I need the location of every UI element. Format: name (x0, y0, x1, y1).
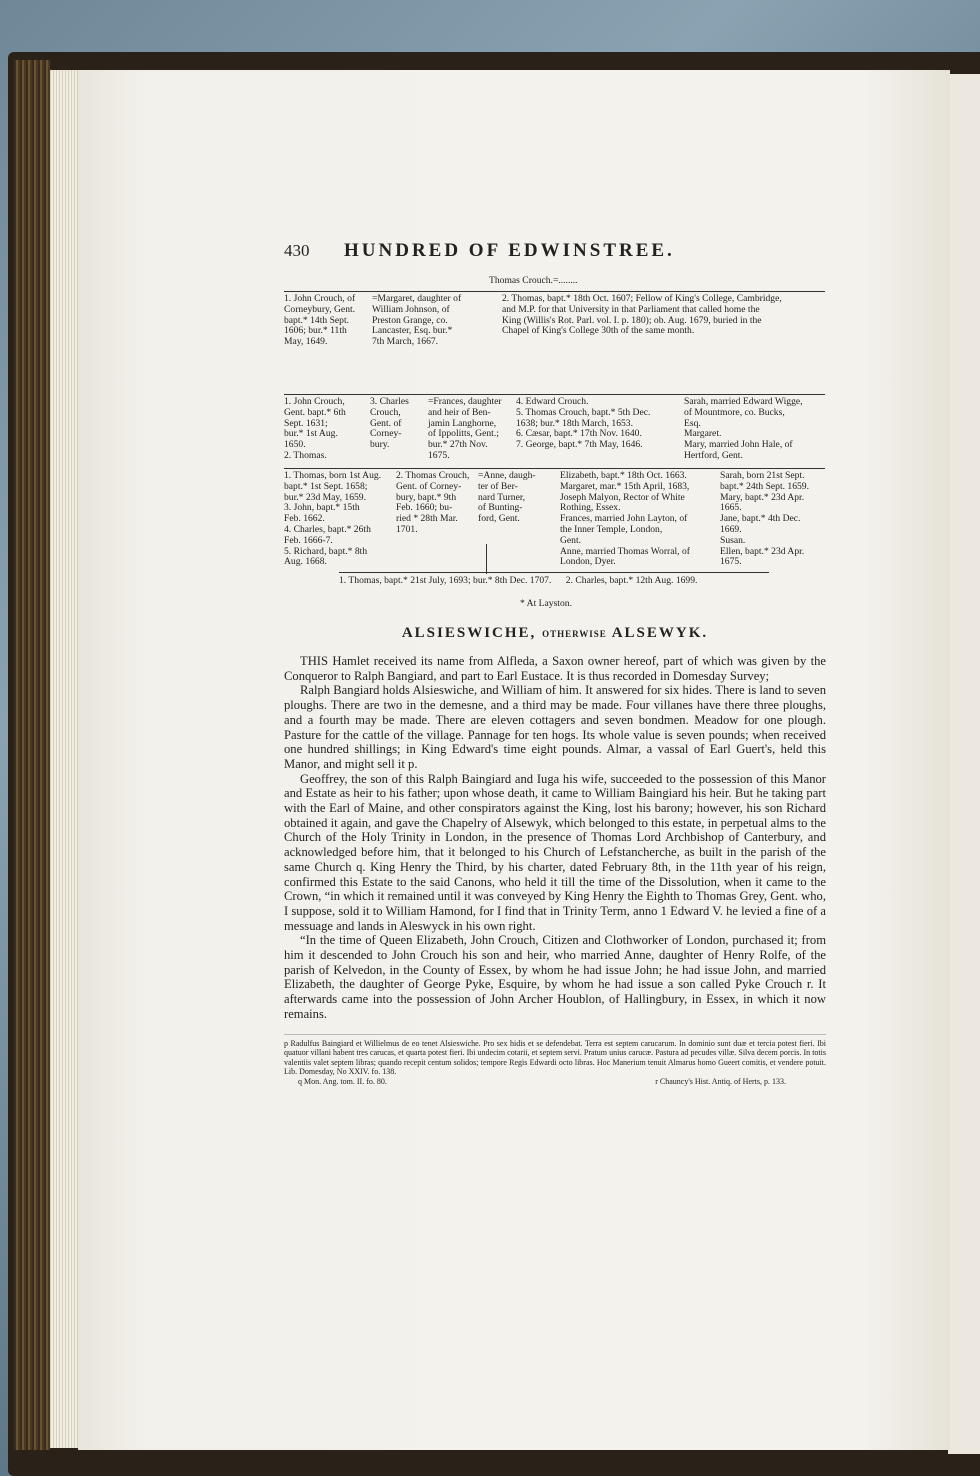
pedigree-g4: 1. Thomas, bapt.* 21st July, 1693; bur.* 8th Dec. 1707. 2. Charles, bapt.* 12th Aug. 1699. (339, 575, 698, 586)
page-content (284, 240, 826, 1087)
pedigree-g1-john: 1. John Crouch, of Corneybury, Gent. bapt.* 14th Sept. 1606; bur.* 11th May, 1649. (284, 293, 356, 348)
pedigree-g2-frances: =Frances, daughter and heir of Ben- jamin Langhorne, of Ippolitts, Gent.; bur.* 27th Nov. 1675. (428, 396, 502, 461)
pedigree-line (284, 394, 825, 395)
paragraph: Geoffrey, the son of this Ralph Baingiard and Iuga his wife, succeeded to the possession of this Manor and Estate as heir to his father; upon whose death, it came to William Baingiard his heir. But he taking part with the Earl of Maine, and other conspirators against the King, lost his barony; however, his son Richard obtained it again, and gave the Chapelry of Alsewyk, which belonged to this estate, in perpetual alms to the Church of the Holy Trinity in London, in the presence of Thomas Lord Archbishop of Canterbury, and acknowledged before him, that it belonged to his Church of Lefstancherche, as built in the parish of the same Church q. King Henry the Third, by his charter, dated February 8th, in the 11th year of his reign, confirmed this Estate to the said Canons, who held it till the time of the Dissolution, when it came to the Crown, “in which it remained until it was conveyed by King Henry the Eighth to Thomas Grey, Gent. who, I suppose, sold it to William Hamond, for I find that in Trinity Term, anno 1 Edward V. he levied a fine of a messuage and lands in Aleswyck in his own right. (284, 771, 826, 933)
pedigree-g3-thomas-crouch: 2. Thomas Crouch, Gent. of Corney- bury, bapt.* 9th Feb. 1660; bu- ried * 28th Mar. 1701. (396, 470, 470, 535)
section-title-otherwise: OTHERWISE (542, 629, 607, 639)
running-title: HUNDRED OF EDWINSTREE. (344, 240, 675, 261)
pedigree-g2-sisters: Sarah, married Edward Wigge, of Mountmore, co. Bucks, Esq. Margaret. Mary, married John Hale, of Hertford, Gent. (684, 396, 803, 461)
footnotes (284, 1034, 826, 1087)
section-title (284, 625, 826, 642)
footnote-p: p Radulfus Baingiard et Willielmus de eo tenet Alsieswiche. Pro sex hidis et se defendebat. Terra est septem carucarum. In dominio sunt duæ et tercia potest fieri. Ibi quatuor villani habent tres carucas, et quarta potest fieri. Ibi undecim cotarii, et septem servi. Pratum unius carucæ. Pastura ad pecudes villæ. Silva decem porcis. In totis valentiis valet septem libras; quando recepit centum solidos; tempore Regis Edwardi octo libras. Hoc Manerium tenuit Almarus homo Gueert comitis, et vendere potuit. Lib. Domesday, No XXIV. fo. 138. (284, 1038, 826, 1077)
pedigree-g1-margaret: =Margaret, daughter of William Johnson, of Preston Grange, co. Lancaster, Esq. bur.* 7th March, 1667. (372, 293, 462, 348)
pedigree-g3-sarah: Sarah, born 21st Sept. bapt.* 24th Sept. 1659. Mary, bapt.* 23d Apr. 1665. Jane, bapt.* 4th Dec. 1669. Susan. Ellen, bapt.* 23d Apr. 1675. (720, 470, 810, 568)
section-title-alt: ALSEWYK. (611, 625, 709, 641)
paragraph: THIS Hamlet received its name from Alfleda, a Saxon owner hereof, part of which was given by the Conqueror to Ralph Bangiard, and part to Earl Eustace. It is thus recorded in Domesday Survey; (284, 654, 826, 683)
pedigree-root: Thomas Crouch.=........ (489, 275, 578, 286)
pedigree-line (486, 544, 487, 574)
paragraph: Ralph Bangiard holds Alsieswiche, and William of him. It answered for six hides. There is land to seven ploughs. There are two in the demesne, and a third may be made. Four villanes have there three ploughs, and a fourth may be made. There are eleven cottagers and seven bondmen. Meadow for one plough. Pasture for the cattle of the village. Pannage for ten hogs. Its whole value is seven pounds; when received one hundred shillings; in King Edward's time eight pounds. Almar, a vassal of Earl Guert's, held this Manor, and might sell it p. (284, 683, 826, 771)
pedigree-g2-charles: 3. Charles Crouch, Gent. of Corney- bury. (370, 396, 409, 451)
pedigree-chart (284, 274, 826, 609)
facing-page (948, 74, 980, 1454)
pedigree-line (284, 291, 825, 292)
pedigree-g3-anne: =Anne, daugh- ter of Ber- nard Turner, of Bunting- ford, Gent. (478, 470, 536, 525)
section-title-main: ALSIESWICHE, (401, 625, 537, 641)
footnote-q: q Mon. Ang. tom. II. fo. 80. (298, 1076, 387, 1086)
pedigree-g1-thomas: 2. Thomas, bapt.* 18th Oct. 1607; Fellow of King's College, Cambridge, and M.P. for that University in that Parliament that called home the King (Willis's Rot. Parl. vol. I. p. 180); ob. Aug. 1679, buried in the Chapel of King's College 30th of the same month. (502, 293, 782, 337)
footnote-r: r Chauncy's Hist. Antiq. of Herts, p. 133. (655, 1076, 786, 1086)
pedigree-g2-john: 1. John Crouch, Gent. bapt.* 6th Sept. 1631; bur.* 1st Aug. 1650. 2. Thomas. (284, 396, 346, 461)
pedigree-g3-daughters: Elizabeth, bapt.* 18th Oct. 1663. Margaret, mar.* 15th April, 1683, Joseph Malyon, Rector of White Rothing, Essex. Frances, married John Layton, of the Inner Temple, London, Gent. Anne, married Thomas Worral, of London, Dyer. (560, 470, 690, 568)
pedigree-g3-thomas: 1. Thomas, born 1st Aug. bapt.* 1st Sept. 1658; bur.* 23d May, 1659. 3. John, bapt.* 15th Feb. 1662. 4. Charles, bapt.* 26th Feb. 1666-7. 5. Richard, bapt.* 8th Aug. 1668. (284, 470, 382, 568)
paragraph: “In the time of Queen Elizabeth, John Crouch, Citizen and Clothworker of London, purchased it; from him it descended to John Crouch his son and heir, who married Anne, daughter of Henry Rolfe, of the parish of Kelvedon, in the County of Essex, by whom he had issue John; he had issue John, and married Elizabeth, the daughter of George Pyke, Esquire, by whom he had issue a son called Pyke Crouch r. It afterwards came into the possession of John Archer Houblon, of Hallingbury, in Essex, in which it now remains. (284, 933, 826, 1021)
pedigree-g2-siblings: 4. Edward Crouch. 5. Thomas Crouch, bapt.* 5th Dec. 1638; bur.* 18th March, 1653. 6. Cæsar, bapt.* 17th Nov. 1640. 7. George, bapt.* 7th May, 1646. (516, 396, 651, 451)
page-edges (50, 70, 80, 1448)
pedigree-note: * At Layston. (520, 598, 572, 609)
pedigree-line (284, 468, 825, 469)
pedigree-line (339, 572, 769, 573)
body-text (284, 654, 826, 1022)
page-number: 430 (284, 241, 310, 260)
page-header (284, 240, 826, 274)
book-spine-edge (14, 60, 50, 1450)
